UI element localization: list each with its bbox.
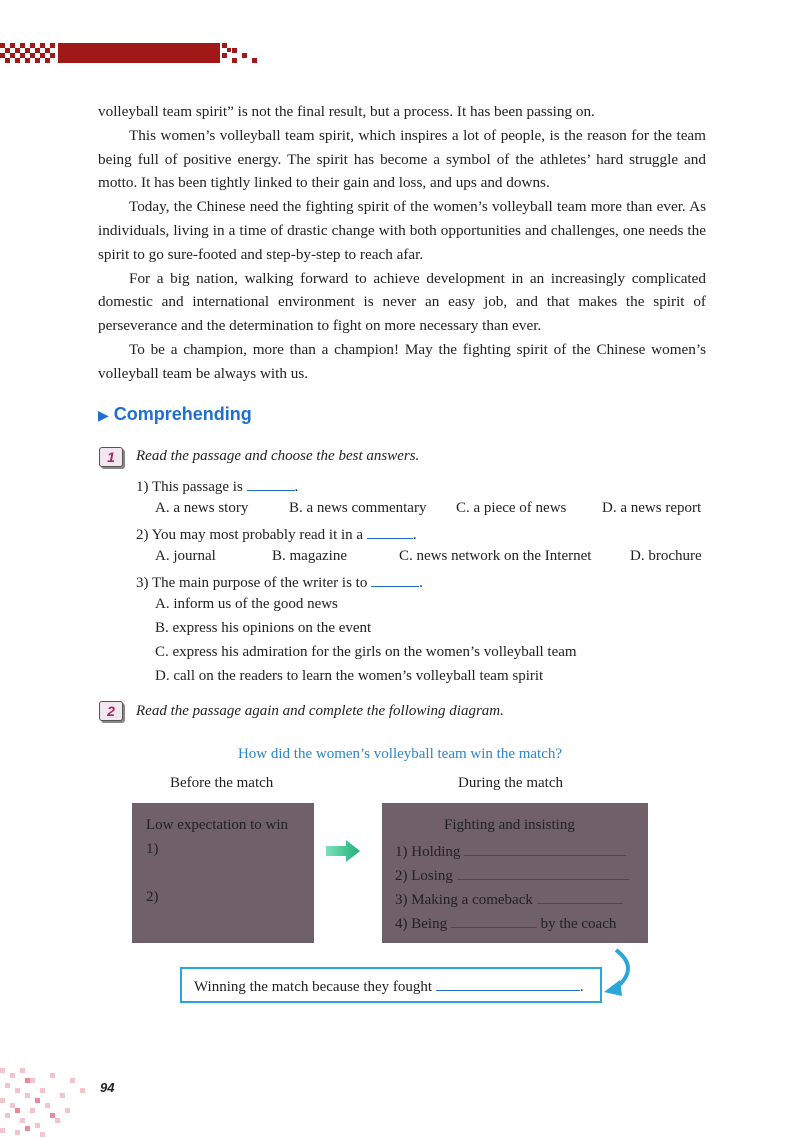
exercise-number-badge: 2 xyxy=(99,701,123,721)
result-box xyxy=(180,967,602,1003)
option: A. inform us of the good news xyxy=(155,596,338,612)
option: C. news network on the Internet xyxy=(399,548,592,564)
question-3: 3) The main purpose of the writer is to . xyxy=(136,572,423,592)
curved-arrow-icon xyxy=(596,946,642,1000)
before-box-item[interactable]: 1) xyxy=(146,841,159,857)
header-decoration xyxy=(0,40,262,66)
passage-paragraph: For a big nation, walking forward to achieve development in an increasingly complicated domestic and international environment is never an easy job, and that makes the spirit of perseverance and the determination to fight on more necessary than ever. xyxy=(98,269,706,335)
option: B. a news commentary xyxy=(289,500,427,516)
before-box-heading: Low expectation to win xyxy=(146,817,289,833)
result-text: Winning the match because they fought . xyxy=(194,976,584,996)
option: A. journal xyxy=(155,548,216,564)
answer-blank[interactable] xyxy=(451,913,537,928)
question-2: 2) You may most probably read it in a . xyxy=(136,524,417,544)
option: D. a news report xyxy=(602,500,702,516)
option: D. brochure xyxy=(630,548,702,564)
exercise2-instruction: Read the passage again and complete the following diagram. xyxy=(136,703,504,719)
answer-blank[interactable] xyxy=(367,524,413,539)
footer-decoration xyxy=(0,1068,96,1138)
answer-blank[interactable] xyxy=(457,865,629,880)
page-number: 94 xyxy=(100,1080,115,1095)
answer-blank[interactable] xyxy=(247,476,295,491)
during-box-item: 4) Being by the coach xyxy=(395,913,616,933)
passage-paragraph: To be a champion, more than a champion! May the fighting spirit of the Chinese women’s volleyball team be always with us. xyxy=(98,340,706,382)
option: C. express his admiration for the girls on the women’s volleyball team xyxy=(155,644,577,660)
option: C. a piece of news xyxy=(456,500,567,516)
during-box-item: 3) Making a comeback xyxy=(395,889,623,909)
diagram-title: How did the women’s volleyball team win the match? xyxy=(237,746,563,762)
option: D. call on the readers to learn the women’s volleyball team spirit xyxy=(155,668,544,684)
option: B. express his opinions on the event xyxy=(155,620,372,636)
during-box-heading: Fighting and insisting xyxy=(444,817,575,833)
before-match-label: Before the match xyxy=(170,775,274,791)
answer-blank[interactable] xyxy=(436,976,580,991)
during-box-item: 2) Losing xyxy=(395,865,629,885)
answer-blank[interactable] xyxy=(537,889,623,904)
passage-paragraph: This women’s volleyball team spirit, which inspires a lot of people, is the reason for the team being full of positive energy. The spirit has become a symbol of the athletes’ hard struggle and motto. It has been tightly linked to their gain and loss, and ups and downs. xyxy=(98,126,706,192)
option: B. magazine xyxy=(272,548,347,564)
section-title: ▶ Comprehending xyxy=(98,404,252,424)
answer-blank[interactable] xyxy=(371,572,419,587)
arrow-right-icon xyxy=(326,840,360,862)
exercise-number-badge: 1 xyxy=(99,447,123,467)
passage-paragraph: volleyball team spirit” is not the final result, but a process. It has been passing on. xyxy=(98,103,595,120)
option: A. a news story xyxy=(155,500,249,516)
question-1: 1) This passage is . xyxy=(136,476,298,496)
passage xyxy=(98,100,706,386)
exercise1-instruction: Read the passage and choose the best answers. xyxy=(136,448,420,464)
passage-paragraph: Today, the Chinese need the fighting spirit of the women’s volleyball team more than ever. As individuals, living in a time of drastic change with both opportunities and challenges, one needs the spirit to go sure-footed and step-by-step to reach afar. xyxy=(98,198,706,263)
during-match-label: During the match xyxy=(458,775,563,791)
triangle-icon: ▶ xyxy=(98,407,109,423)
during-box-item: 1) Holding xyxy=(395,841,626,861)
answer-blank[interactable] xyxy=(464,841,626,856)
before-box-item[interactable]: 2) xyxy=(146,889,159,905)
